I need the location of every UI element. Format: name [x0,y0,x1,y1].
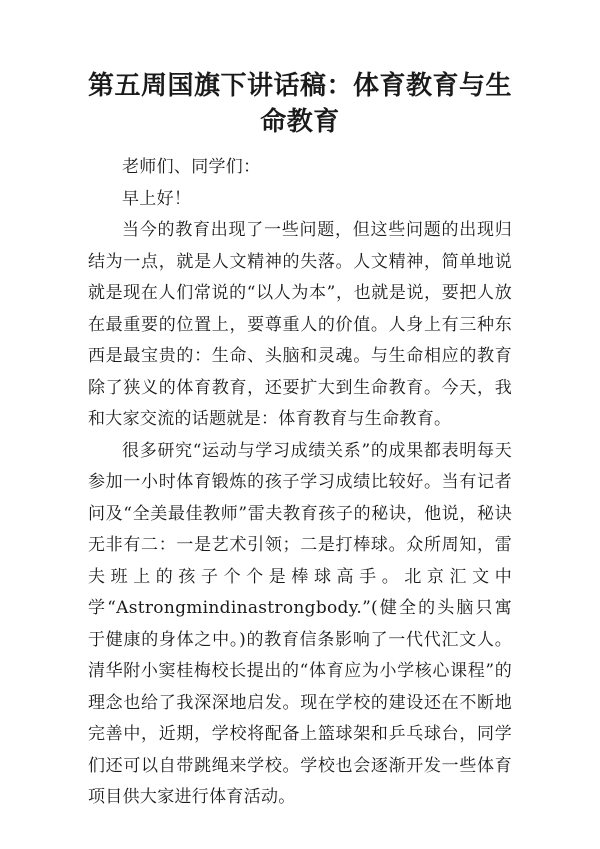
body-paragraph-1: 当今的教育出现了一些问题，但这些问题的出现归结为一点，就是人文精神的失落。人文精神，简单地说就是现在人们常说的“以人为本”，也就是说，要把人放在最重要的位置上，要尊重人的价值。人身上有三种东西是最宝贵的：生命、头脑和灵魂。与生命相应的教育除了狭义的体育教育，还要扩大到生命教育。今天，我和大家交流的话题就是：体育教育与生命教育。 [88,220,512,429]
greeting-morning: 早上好！ [122,188,192,209]
greeting-line: 老师们、同学们： [122,157,261,177]
document-title: 第五周国旗下讲话稿：体育教育与生命教育 [88,71,513,137]
body-paragraph-2: 很多研究“运动与学习成绩关系”的成果都表明每天参加一小时体育锻炼的孩子学习成绩比较好。当有记者问及“全美最佳教师”雷夫教育孩子的秘诀，他说，秘诀无非有二：一是艺术引领；二是打棒球。众所周知，雷夫班上的孩子个个是棒球高手。北京汇文中学“Astrongmindinastrongbody.”(健全的头脑只寓于健康的身体之中。)的教育信条影响了一代代汇文人。清华附小窦桂梅校长提出的“体育应为小学核心课程”的理念也给了我深深地启发。现在学校的建设还在不断地完善中，近期，学校将配备上篮球架和乒乓球台，同学们还可以自带跳绳来学校。学校也会逐渐开发一些体育项目供大家进行体育活动。 [88,440,512,807]
